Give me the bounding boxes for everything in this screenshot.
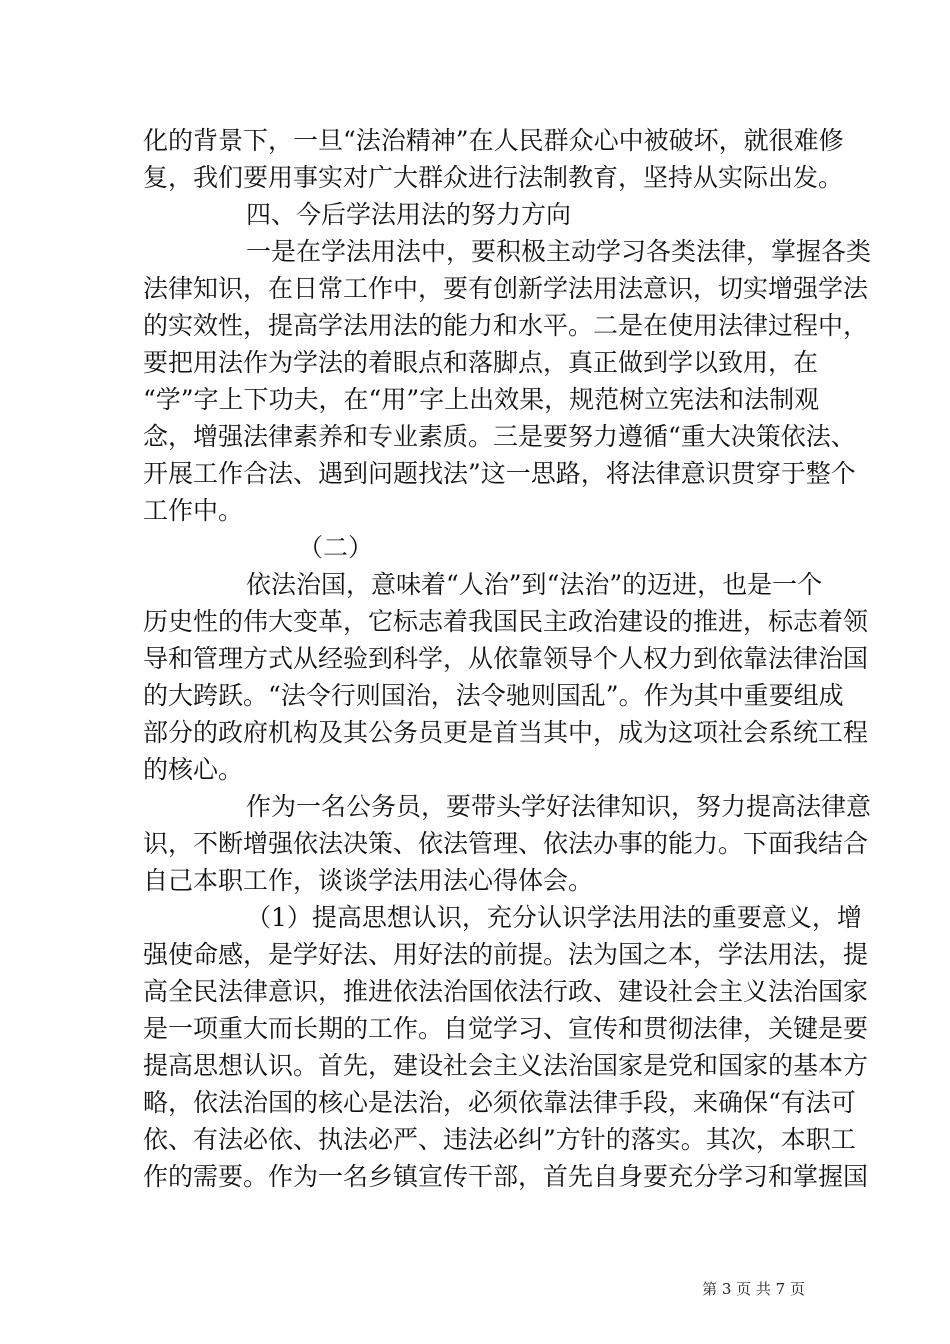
- paragraph-line: 识，不断增强依法决策、依法管理、依法办事的能力。下面我结合: [143, 829, 869, 858]
- paragraph-line: 的实效性，提高学法用法的能力和水平。二是在使用法律过程中，: [143, 311, 869, 340]
- paragraph-line: 导和管理方式从经验到科学，从依靠领导个人权力到依靠法律治国: [143, 644, 869, 673]
- paragraph-line: 法律知识，在日常工作中，要有创新学法用法意识，切实增强学法: [143, 274, 869, 303]
- paragraph-line: 作为一名公务员，要带头学好法律知识，努力提高法律意: [246, 792, 872, 821]
- paragraph-line: “学”字上下功夫，在“用”字上出效果，规范树立宪法和法制观: [143, 385, 820, 414]
- paragraph-line: 强使命感，是学好法、用好法的前提。法为国之本，学法用法，提: [143, 940, 869, 969]
- paragraph-line: 部分的政府机构及其公务员更是首当其中，成为这项社会系统工程: [143, 718, 869, 747]
- paragraph-line: 作的需要。作为一名乡镇宣传干部，首先自身要充分学习和掌握国: [143, 1162, 869, 1191]
- paragraph-line: 是一项重大而长期的工作。自觉学习、宣传和贯彻法律，关键是要: [143, 1014, 869, 1043]
- paragraph-line: 的大跨跃。“法令行则国治，法令驰则国乱”。作为其中重要组成: [143, 681, 844, 710]
- paragraph-line: 自己本职工作，谈谈学法用法心得体会。: [143, 866, 594, 895]
- paragraph-line: 依法治国，意味着“人治”到“法治”的迈进，也是一个: [246, 570, 823, 599]
- paragraph-line: 工作中。: [143, 496, 244, 525]
- paragraph-line: 高全民法律意识，推进依法治国依法行政、建设社会主义法治国家: [143, 977, 869, 1006]
- section-heading: （二）: [298, 533, 374, 562]
- paragraph-line: 要把用法作为学法的着眼点和落脚点，真正做到学以致用，在: [143, 348, 819, 377]
- section-heading: 四、今后学法用法的努力方向: [246, 200, 572, 229]
- paragraph-line: 历史性的伟大变革，它标志着我国民主政治建设的推进，标志着领: [143, 607, 869, 636]
- paragraph-line: 提高思想认识。首先，建设社会主义法治国家是党和国家的基本方: [143, 1051, 869, 1080]
- page-number: 第 3 页 共 7 页: [702, 1280, 805, 1298]
- paragraph-line: 一是在学法用法中，要积极主动学习各类法律，掌握各类: [246, 237, 872, 266]
- paragraph-line: 的核心。: [143, 755, 244, 784]
- paragraph-line: 化的背景下，一旦“法治精神”在人民群众心中被破坏，就很难修: [143, 126, 844, 155]
- paragraph-line: 念，增强法律素养和专业素质。三是要努力遵循“重大决策依法、: [143, 422, 856, 451]
- paragraph-line: 复，我们要用事实对广大群众进行法制教育，坚持从实际出发。: [143, 163, 844, 192]
- paragraph-line: 依、有法必依、执法必严、违法必纠”方针的落实。其次，本职工: [143, 1125, 856, 1154]
- paragraph-line: 略，依法治国的核心是法治，必须依靠法律手段，来确保“有法可: [143, 1088, 856, 1117]
- paragraph-line: 开展工作合法、遇到问题找法”这一思路，将法律意识贯穿于整个: [143, 459, 856, 488]
- paragraph-line: （1）提高思想认识，充分认识学法用法的重要意义，增: [246, 903, 862, 932]
